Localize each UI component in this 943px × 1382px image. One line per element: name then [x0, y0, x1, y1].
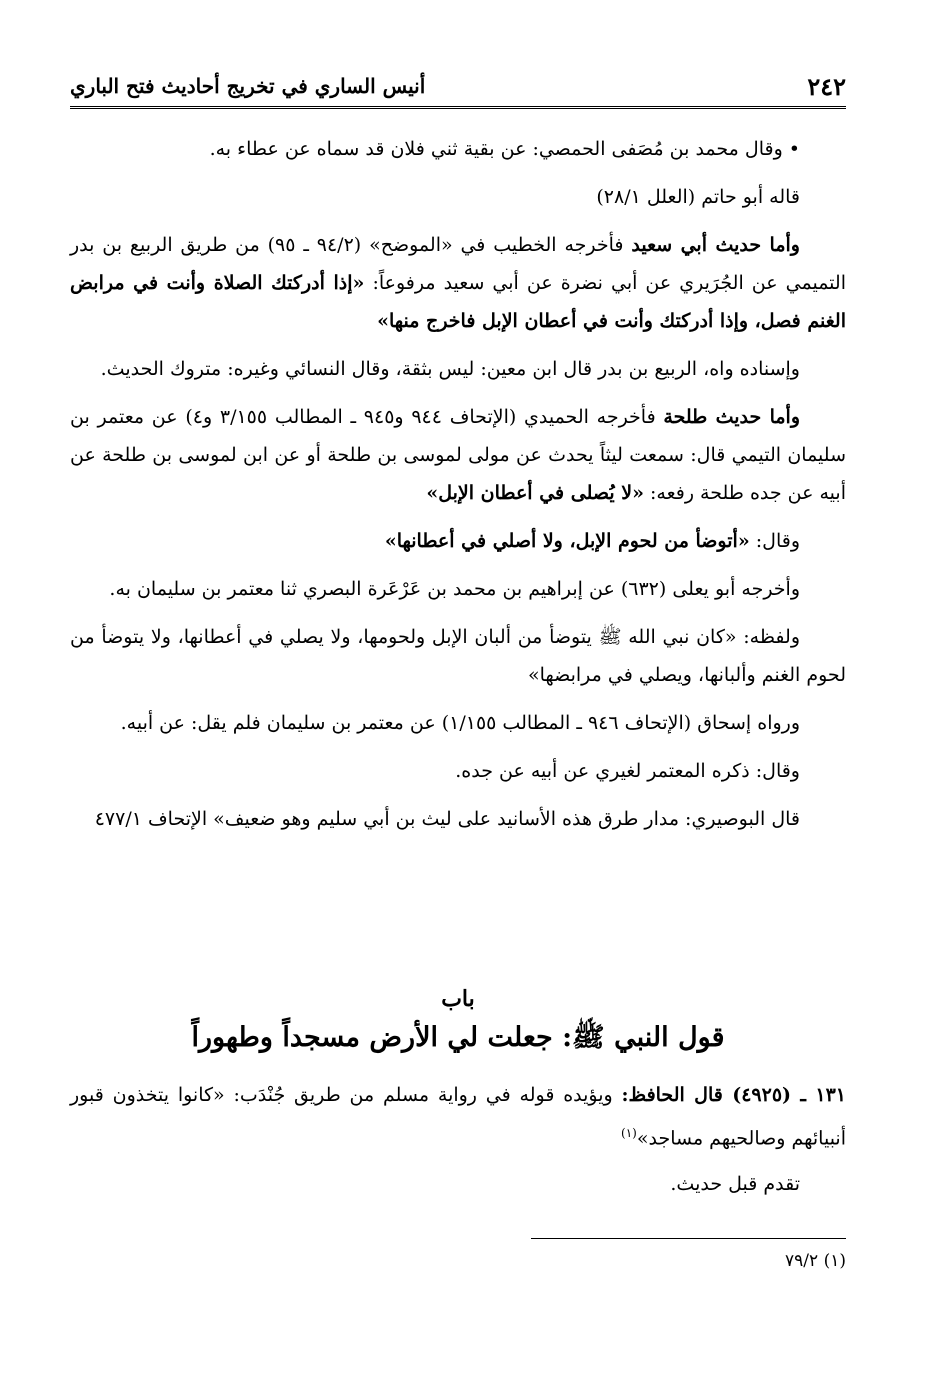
- hadith-entry: [70, 1076, 846, 1211]
- footnote-text: ٧٩/٢: [785, 1251, 819, 1271]
- hadith-quote: «أتوضأ من لحوم الإبل، ولا أصلي في أعطانها»: [384, 530, 750, 552]
- footnote: [785, 1248, 846, 1274]
- paragraph-mutamir: وقال: ذكره المعتمر لغيري عن أبيه عن جده.: [455, 760, 800, 782]
- hadith-note: تقدم قبل حديث.: [670, 1173, 800, 1196]
- footnote-divider: [531, 1238, 846, 1239]
- paragraph-body: فأخرجه الخطيب في «الموضح» (٩٤/٢ ـ ٩٥) من طريق الربيع بن بدر التميمي عن الجُرَيري عن أبي نضرة عن أبي سعيد مرفوعاً:: [70, 234, 846, 294]
- chapter-title: قول النبي ﷺ: جعلت لي الأرض مسجداً وطهوراً: [191, 1022, 725, 1053]
- document-page: [70, 70, 846, 1300]
- hadith-text: [70, 1076, 846, 1157]
- chapter-label: باب: [441, 986, 475, 1012]
- paragraph-lead: وأما حديث أبي سعيد: [631, 234, 800, 256]
- paragraph-body: وقال:: [749, 530, 800, 552]
- paragraph-ishaq: ورواه إسحاق (الإتحاف ٩٤٦ ـ المطالب ١/١٥٥) عن معتمر بن سليمان فلم يقل: عن أبيه.: [120, 712, 800, 734]
- hadith-quote: «إذا أدركتك الصلاة وأنت في مرابض الغنم فصل، وإذا أدركتك وأنت في أعطان الإبل فاخرج منها»: [70, 272, 846, 332]
- paragraph-talha: [70, 398, 846, 512]
- hadith-body: ويؤيده قوله في رواية مسلم من طريق جُنْدَب: «كانوا يتخذون قبور أنبيائهم وصالحيهم مساجد»: [70, 1084, 846, 1150]
- paragraph-lafzuhu: ولفظه: «كان نبي الله ﷺ يتوضأ من ألبان الإبل ولحومها، ولا يصلي في أعطانها، ولا يتوضأ من لحوم الغنم وألبانها، ويصلي في مرابضها»: [70, 626, 846, 686]
- hadith-quote: «لا يُصلى في أعطان الإبل»: [426, 482, 644, 504]
- paragraph-isnad-weak: وإسناده واه، الربيع بن بدر قال ابن معين: ليس بثقة، وقال النسائي وغيره: متروك الحديث.: [100, 358, 800, 380]
- hadith-number: ١٣١ ـ (٤٩٢٥) قال الحافظ:: [621, 1084, 846, 1106]
- footnote-reference: (١): [621, 1126, 637, 1140]
- paragraph-body: فأخرجه الحميدي (الإتحاف ٩٤٤ و٩٤٥ ـ المطالب ٣/١٥٥ و٤) عن معتمر بن سليمان التيمي قال: سمعت ليثاً يحدث عن مولى لموسى بن طلحة أو عن ابن لموسى بن طلحة عن أبيه عن جده طلحة رفعه:: [70, 406, 846, 504]
- paragraph-abu-hatim: قاله أبو حاتم (العلل ٢٨/١): [596, 186, 800, 208]
- paragraph-busiri: قال البوصيري: مدار طرق هذه الأسانيد على ليث بن أبي سليم وهو ضعيف» الإتحاف ٤٧٧/١: [94, 808, 800, 830]
- paragraph-abu-said: [70, 226, 846, 340]
- footnote-marker: (١): [823, 1251, 846, 1271]
- page-header: [70, 70, 846, 109]
- paragraph-abu-yala: وأخرجه أبو يعلى (٦٣٢) عن إبراهيم بن محمد بن عَرْعَرة البصري ثنا معتمر بن سليمان به.: [109, 578, 800, 600]
- chapter-heading: [70, 982, 846, 1060]
- main-text: [70, 130, 846, 848]
- running-title: أنيس الساري في تخريج أحاديث فتح الباري: [70, 74, 426, 98]
- page-number: ٢٤٢: [807, 72, 846, 101]
- paragraph-lead: وأما حديث طلحة: [663, 406, 800, 428]
- paragraph-wa-qal: [70, 522, 846, 560]
- paragraph-muhammad-bin-musaffa: • وقال محمد بن مُصَفى الحمصي: عن بقية ثني فلان قد سماه عن عطاء به.: [209, 138, 800, 160]
